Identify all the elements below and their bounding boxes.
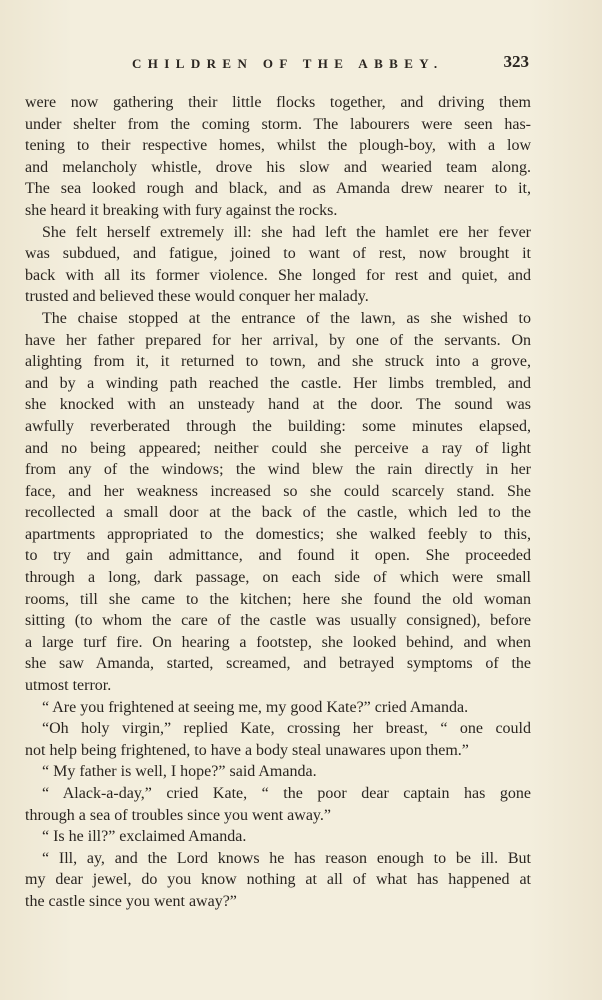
text-line: trusted and believed these would conquer her malady. (25, 288, 369, 306)
text-line: alighting from it, it returned to town, and she struck into a grove, (25, 353, 531, 371)
text-line: face, and her weakness increased so she could scarcely stand. She (25, 482, 531, 500)
text-line: “Oh holy virgin,” replied Kate, crossing her breast, “ one could (42, 720, 531, 738)
text-line: “ My father is well, I hope?” said Amanda. (42, 763, 317, 781)
page-number: 323 (503, 52, 529, 71)
text-line: have her father prepared for her arrival, by one of the servants. On (25, 331, 531, 349)
text-line: she saw Amanda, started, screamed, and betrayed symptoms of the (25, 655, 531, 673)
text-line: to try and gain admittance, and found it open. She proceeded (25, 547, 531, 565)
text-line: “ Is he ill?” exclaimed Amanda. (42, 828, 247, 846)
text-line: through a long, dark passage, on each side of which were small (25, 569, 531, 587)
text-line: were now gathering their little flocks together, and driving them (25, 94, 531, 111)
running-head (0, 52, 602, 76)
text-line: the castle since you went away?” (25, 892, 237, 910)
text-line: “ Alack-a-day,” cried Kate, “ the poor dear captain has gone (42, 785, 531, 802)
text-line: and melancholy whistle, drove his slow and wearied team along. (25, 158, 531, 176)
text-line: she knocked with an unsteady hand at the door. The sound was (25, 396, 531, 414)
text-line: rooms, till she came to the kitchen; here she found the old woman (25, 590, 531, 608)
text-line: recollected a small door at the back of the castle, which led to the (25, 504, 531, 522)
text-line: back with all its former violence. She longed for rest and quiet, and (25, 266, 531, 284)
text-line: The chaise stopped at the entrance of the lawn, as she wished to (42, 309, 531, 327)
text-line: “ Ill, ay, and the Lord knows he has reason enough to be ill. But (42, 849, 531, 867)
running-title: CHILDREN OF THE ABBEY. (132, 56, 444, 71)
text-line: and no being appeared; neither could she perceive a ray of light (25, 439, 531, 457)
text-line: tening to their respective homes, whilst the plough-boy, with a low (25, 137, 531, 155)
text-line: and by a winding path reached the castle. Her limbs trembled, and (25, 374, 531, 392)
text-line: utmost terror. (25, 677, 112, 695)
text-line: not help being frightened, to have a body steal unawares upon them.” (25, 741, 469, 759)
text-line: under shelter from the coming storm. The labourers were seen has- (25, 115, 531, 133)
text-line: through a sea of troubles since you went away.” (25, 806, 331, 824)
text-line: sitting (to whom the care of the castle was usually consigned), before (25, 612, 531, 630)
text-line: my dear jewel, do you know nothing at all of what has happened at (25, 871, 531, 889)
text-line: She felt herself extremely ill: she had left the hamlet ere her fever (42, 223, 531, 241)
text-line: apartments appropriated to the domestics; she walked feebly to this, (25, 525, 531, 543)
text-line: from any of the windows; the wind blew the rain directly in her (25, 461, 531, 479)
text-line: she heard it breaking with fury against the rocks. (25, 201, 338, 219)
text-line: was subdued, and fatigue, joined to want of rest, now brought it (25, 245, 531, 263)
text-line: “ Are you frightened at seeing me, my good Kate?” cried Amanda. (42, 698, 469, 716)
text-line: a large turf fire. On hearing a footstep, she looked behind, and when (25, 633, 531, 651)
text-line: awfully reverberated through the building: some minutes elapsed, (25, 417, 531, 435)
body-text (25, 92, 531, 913)
text-line: The sea looked rough and black, and as Amanda drew nearer to it, (25, 180, 531, 198)
